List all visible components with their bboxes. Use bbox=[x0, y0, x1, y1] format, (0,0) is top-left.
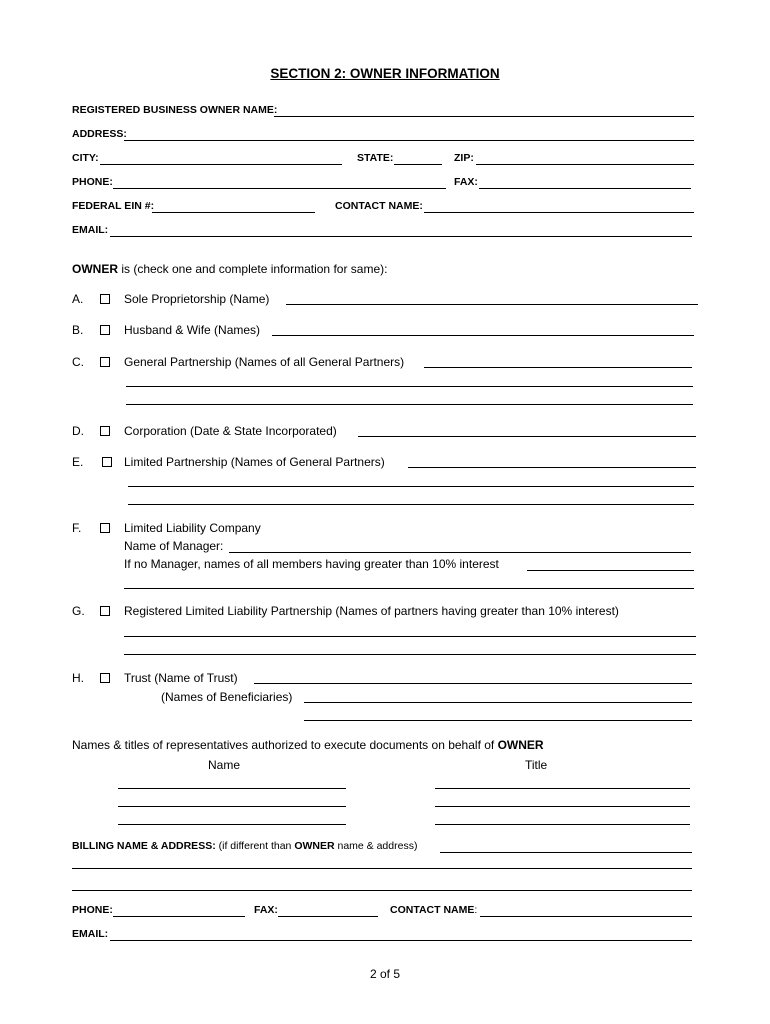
option-c-field-3[interactable] bbox=[126, 404, 693, 405]
billing-address-field-3[interactable] bbox=[72, 890, 692, 891]
option-g-label: Registered Limited Liability Partnership (Names of partners having greater than 10% interest) bbox=[124, 604, 619, 618]
representative-title-field[interactable] bbox=[435, 824, 690, 825]
option-h-checkbox[interactable] bbox=[100, 673, 110, 683]
email-field[interactable] bbox=[110, 236, 692, 237]
option-g-field-2[interactable] bbox=[124, 654, 696, 655]
option-e-label: Limited Partnership (Names of General Partners) bbox=[124, 455, 385, 469]
billing-phone-label: PHONE: bbox=[72, 904, 113, 916]
option-d-checkbox[interactable] bbox=[100, 426, 110, 436]
representative-title-field[interactable] bbox=[435, 806, 690, 807]
representative-title-field[interactable] bbox=[435, 788, 690, 789]
contact-name-field[interactable] bbox=[424, 212, 694, 213]
option-f-members-field[interactable] bbox=[527, 570, 694, 571]
option-e-field-2[interactable] bbox=[128, 486, 694, 487]
state-field[interactable] bbox=[394, 164, 442, 165]
option-c-field[interactable] bbox=[424, 367, 692, 368]
page-title: SECTION 2: OWNER INFORMATION bbox=[270, 66, 500, 81]
representative-name-field[interactable] bbox=[118, 806, 346, 807]
billing-address-field-2[interactable] bbox=[72, 868, 692, 869]
option-c-field-2[interactable] bbox=[126, 386, 693, 387]
billing-email-label: EMAIL: bbox=[72, 928, 109, 940]
option-e-field[interactable] bbox=[408, 467, 696, 468]
option-e-field-3[interactable] bbox=[128, 504, 694, 505]
option-a-letter: A. bbox=[72, 292, 84, 306]
option-h-label: Trust (Name of Trust) bbox=[124, 671, 238, 685]
page-number: 2 of 5 bbox=[369, 967, 401, 981]
billing-note-bold: OWNER bbox=[294, 840, 335, 852]
option-f-checkbox[interactable] bbox=[100, 523, 110, 533]
state-label: STATE: bbox=[357, 152, 394, 164]
phone-label: PHONE: bbox=[72, 176, 113, 188]
billing-address-field[interactable] bbox=[440, 852, 692, 853]
owner-intro-bold: OWNER bbox=[72, 262, 118, 276]
option-f-label: Limited Liability Company bbox=[124, 521, 261, 535]
representative-title-header: Title bbox=[525, 758, 548, 772]
fax-label: FAX: bbox=[454, 176, 478, 188]
option-c-letter: C. bbox=[72, 355, 84, 369]
address-field[interactable] bbox=[124, 140, 694, 141]
option-a-field[interactable] bbox=[286, 304, 698, 305]
option-a-label: Sole Proprietorship (Name) bbox=[124, 292, 270, 306]
representative-name-field[interactable] bbox=[118, 788, 346, 789]
city-field[interactable] bbox=[100, 164, 342, 165]
option-c-checkbox[interactable] bbox=[100, 357, 110, 367]
option-g-letter: G. bbox=[72, 604, 85, 618]
registered-owner-field[interactable] bbox=[274, 116, 694, 117]
option-e-checkbox[interactable] bbox=[102, 457, 112, 467]
federal-ein-label: FEDERAL EIN #: bbox=[72, 200, 155, 212]
option-c-label: General Partnership (Names of all General Partners) bbox=[124, 355, 405, 369]
representatives-intro-text: Names & titles of representatives authorized to execute documents on behalf of bbox=[72, 738, 498, 752]
option-f-members-label: If no Manager, names of all members having greater than 10% interest bbox=[124, 557, 499, 571]
option-h-beneficiaries-field[interactable] bbox=[304, 702, 692, 703]
representatives-intro bbox=[72, 738, 544, 752]
billing-email-field[interactable] bbox=[110, 940, 692, 941]
option-d-field[interactable] bbox=[358, 436, 696, 437]
address-label: ADDRESS: bbox=[72, 128, 127, 140]
option-a-checkbox[interactable] bbox=[100, 294, 110, 304]
billing-fax-field[interactable] bbox=[278, 916, 378, 917]
registered-owner-label: REGISTERED BUSINESS OWNER NAME: bbox=[72, 104, 278, 116]
billing-label bbox=[72, 840, 417, 852]
option-b-field[interactable] bbox=[272, 335, 694, 336]
email-label: EMAIL: bbox=[72, 224, 109, 236]
option-b-letter: B. bbox=[72, 323, 84, 337]
option-h-trust-field[interactable] bbox=[254, 683, 692, 684]
option-g-field[interactable] bbox=[124, 636, 696, 637]
representative-name-field[interactable] bbox=[118, 824, 346, 825]
option-b-label: Husband & Wife (Names) bbox=[124, 323, 261, 337]
option-d-label: Corporation (Date & State Incorporated) bbox=[124, 424, 337, 438]
billing-note-post: name & address) bbox=[334, 840, 418, 852]
contact-name-label: CONTACT NAME: bbox=[335, 200, 423, 212]
option-f-members-field-2[interactable] bbox=[124, 588, 694, 589]
zip-field[interactable] bbox=[476, 164, 694, 165]
billing-phone-field[interactable] bbox=[113, 916, 245, 917]
city-label: CITY: bbox=[72, 152, 99, 164]
zip-label: ZIP: bbox=[454, 152, 474, 164]
billing-note-pre: (if different than bbox=[215, 840, 295, 852]
option-f-letter: F. bbox=[72, 521, 82, 535]
representatives-intro-bold: OWNER bbox=[497, 738, 544, 752]
billing-contact-name-label bbox=[390, 904, 477, 916]
representative-name-header: Name bbox=[208, 758, 241, 772]
federal-ein-field[interactable] bbox=[152, 212, 315, 213]
fax-field[interactable] bbox=[479, 188, 691, 189]
option-f-manager-label: Name of Manager: bbox=[124, 539, 224, 553]
billing-label-bold: BILLING NAME & ADDRESS: bbox=[72, 840, 216, 852]
billing-fax-label: FAX: bbox=[254, 904, 278, 916]
option-h-beneficiaries-label: (Names of Beneficiaries) bbox=[161, 690, 293, 704]
billing-contact-name-colon: : bbox=[474, 904, 478, 916]
option-h-beneficiaries-field-2[interactable] bbox=[304, 720, 692, 721]
option-b-checkbox[interactable] bbox=[100, 325, 110, 335]
billing-contact-name-field[interactable] bbox=[480, 916, 692, 917]
owner-intro-text: is (check one and complete information for same): bbox=[118, 262, 388, 276]
billing-contact-name-bold: CONTACT NAME bbox=[390, 904, 475, 916]
option-h-letter: H. bbox=[72, 671, 84, 685]
option-g-checkbox[interactable] bbox=[100, 606, 110, 616]
option-d-letter: D. bbox=[72, 424, 84, 438]
phone-field[interactable] bbox=[113, 188, 446, 189]
option-e-letter: E. bbox=[72, 455, 84, 469]
option-f-manager-field[interactable] bbox=[229, 552, 691, 553]
owner-intro bbox=[72, 262, 387, 276]
